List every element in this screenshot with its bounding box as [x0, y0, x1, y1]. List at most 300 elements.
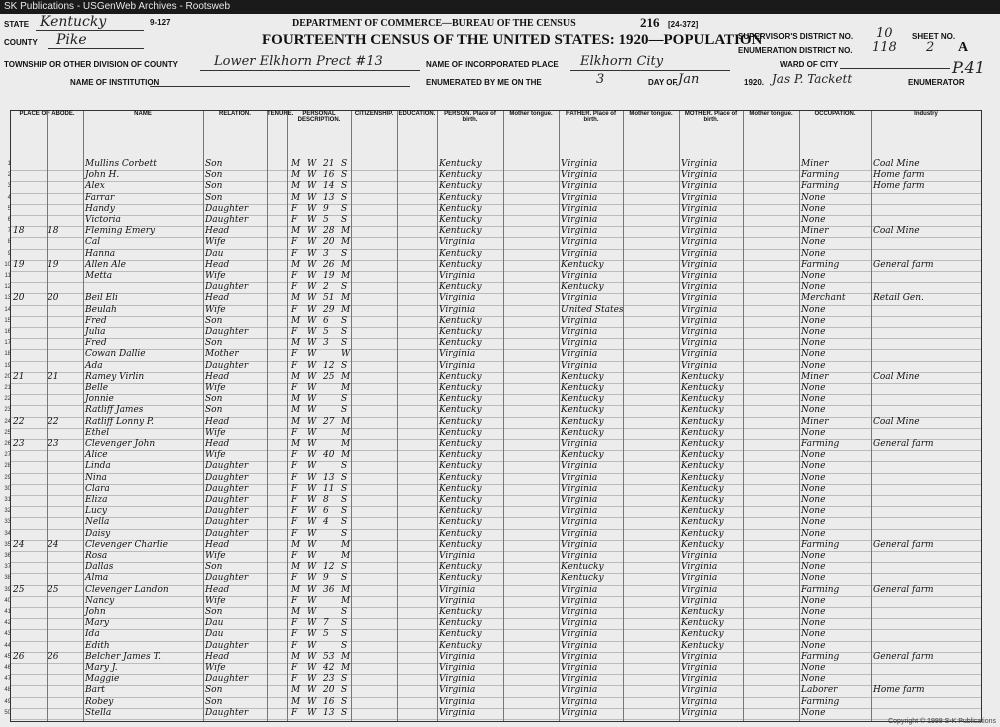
cell-age [323, 550, 339, 562]
line-number: 39 [4, 586, 11, 593]
cell-name: Ada [85, 360, 103, 371]
cell-occ: None [801, 405, 826, 416]
cell-fam: 26 [47, 651, 59, 662]
cell-race: W [307, 405, 317, 416]
cell-dw [13, 337, 45, 349]
cell-dw [13, 516, 45, 528]
cell-rel: Daughter [205, 674, 249, 685]
cell-race: W [307, 371, 317, 382]
cell-rel: Head [205, 293, 230, 304]
cell-name: Ramey Virlin [85, 371, 145, 382]
cell-name: Nella [85, 517, 110, 528]
cell-dw [13, 382, 45, 394]
cell-fbp: Virginia [561, 215, 598, 225]
line-number: 45 [4, 653, 11, 660]
line-number: 33 [4, 519, 11, 526]
cell-bp: Kentucky [439, 439, 482, 449]
cell-race: W [307, 315, 317, 326]
cell-age [323, 427, 339, 439]
cell-race: W [307, 259, 317, 270]
cell-fam [47, 404, 79, 416]
cell-occ: None [801, 315, 826, 326]
cell-ms: M [341, 226, 351, 237]
cell-age: 42 [323, 663, 335, 673]
cell-ind: General farm [873, 259, 934, 270]
cell-fam [47, 673, 79, 685]
cell-fam [47, 304, 79, 316]
cell-ind [873, 214, 981, 226]
cell-name: Alex [85, 181, 105, 192]
cell-ms: M [341, 539, 351, 550]
cell-ms: S [341, 215, 348, 225]
cell-age: 6 [323, 315, 329, 326]
line-number: 1 [7, 161, 11, 167]
cell-name: Linda [85, 461, 111, 472]
cell-dw [13, 595, 45, 607]
cell-ind [873, 472, 981, 484]
col-father-tongue: Mother tongue. [623, 111, 680, 157]
cell-fbp: Virginia [561, 539, 598, 550]
cell-ms: S [341, 517, 348, 528]
cell-mbp: Kentucky [681, 495, 724, 505]
cell-name: Jonnie [85, 394, 114, 405]
line-number: 44 [4, 642, 11, 649]
line-number: 23 [4, 407, 11, 414]
cell-occ: Farming [801, 696, 840, 707]
cell-fbp: Virginia [561, 349, 598, 360]
cell-sex: F [291, 495, 298, 505]
cell-occ: None [801, 427, 826, 438]
cell-race: W [307, 450, 317, 461]
cell-age: 16 [323, 170, 335, 181]
col-place-of-abode: PLACE OF ABODE. [11, 111, 84, 157]
cell-dw [13, 348, 45, 360]
cell-occ: Farming [801, 539, 840, 550]
cell-ms: M [341, 293, 351, 304]
cell-dw [13, 528, 45, 540]
cell-occ: None [801, 707, 826, 718]
cell-name: Cal [85, 237, 101, 248]
cell-rel: Daughter [205, 640, 249, 651]
cell-sex: F [291, 427, 298, 438]
cell-rel: Wife [205, 551, 226, 561]
cell-occ: None [801, 472, 826, 483]
cell-age: 25 [323, 371, 335, 382]
cell-age: 20 [323, 685, 335, 696]
column-divider [203, 111, 204, 721]
cell-age: 40 [323, 450, 335, 461]
cell-ind [873, 449, 981, 461]
cell-mbp: Kentucky [681, 640, 724, 651]
cell-race: W [307, 528, 317, 539]
col-occupation: OCCUPATION. [799, 111, 872, 157]
corner-note: P.41 [952, 58, 985, 77]
cell-ms: M [341, 371, 351, 382]
cell-sex: F [291, 383, 298, 393]
cell-fam [47, 707, 79, 719]
cell-rel: Daughter [205, 517, 249, 528]
cell-rel: Son [205, 696, 223, 707]
cell-race: W [307, 573, 317, 584]
cell-mbp: Kentucky [681, 394, 724, 405]
cell-dw [13, 248, 45, 260]
cell-race: W [307, 271, 317, 281]
cell-mbp: Virginia [681, 573, 718, 584]
cell-ms: S [341, 405, 348, 416]
cell-sex: M [291, 405, 301, 416]
cell-name: Fleming Emery [85, 226, 156, 237]
cell-fam [47, 180, 79, 192]
cell-fam: 21 [47, 371, 59, 382]
cell-age [323, 460, 339, 472]
cell-sex: F [291, 506, 298, 517]
column-divider [871, 111, 872, 721]
cell-name: Lucy [85, 506, 107, 517]
cell-ind: General farm [873, 539, 934, 550]
cell-fam: 18 [47, 226, 59, 237]
cell-sex: F [291, 304, 298, 315]
cell-mbp: Kentucky [681, 383, 724, 393]
cell-dw [13, 505, 45, 517]
cell-name: Belcher James T. [85, 651, 161, 662]
cell-fam [47, 472, 79, 484]
cell-mbp: Kentucky [681, 506, 724, 517]
cell-ms: S [341, 506, 348, 517]
cell-race: W [307, 192, 317, 203]
cell-race: W [307, 472, 317, 483]
cell-race: W [307, 360, 317, 371]
cell-occ: Farming [801, 170, 840, 181]
cell-sex: F [291, 360, 298, 371]
line-number: 16 [4, 329, 11, 335]
cell-fam [47, 315, 79, 327]
cell-rel: Son [205, 159, 223, 169]
cell-ind [873, 360, 981, 372]
cell-fbp: Virginia [561, 607, 598, 617]
cell-fbp: Virginia [561, 338, 598, 349]
cell-occ: None [801, 192, 826, 203]
cell-sex: F [291, 282, 298, 293]
cell-occ: None [801, 349, 826, 360]
cell-fam [47, 270, 79, 282]
cell-fam [47, 684, 79, 696]
cell-sex: M [291, 259, 301, 270]
line-number: 20 [4, 373, 11, 380]
department-heading: DEPARTMENT OF COMMERCE—BUREAU OF THE CENSUS [292, 18, 576, 29]
cell-rel: Daughter [205, 506, 249, 517]
enumerated-label: ENUMERATED BY ME ON THE [426, 78, 542, 87]
state-value: Kentucky [40, 14, 107, 30]
cell-occ: None [801, 203, 826, 214]
cell-sex: M [291, 338, 301, 349]
cell-fbp: Virginia [561, 439, 598, 449]
cell-bp: Kentucky [439, 315, 482, 326]
line-number: 41 [4, 609, 11, 615]
cell-ms: S [341, 170, 348, 181]
cell-ind [873, 494, 981, 506]
cell-fbp: Virginia [561, 226, 598, 237]
line-number: 14 [4, 306, 11, 313]
column-divider [83, 111, 84, 721]
census-title: FOURTEENTH CENSUS OF THE UNITED STATES: 1920—POPULATION [262, 32, 763, 48]
cell-rel: Dau [205, 618, 224, 629]
cell-fbp: Virginia [561, 495, 598, 505]
cell-fbp: Virginia [561, 170, 598, 181]
cell-age [323, 595, 339, 607]
cell-fbp: Kentucky [561, 427, 604, 438]
cell-fam [47, 236, 79, 248]
cell-occ: None [801, 629, 826, 640]
cell-bp: Kentucky [439, 203, 482, 214]
cell-name: Ratliff James [85, 405, 144, 416]
cell-race: W [307, 159, 317, 169]
cell-occ: None [801, 237, 826, 248]
cell-sex: F [291, 663, 298, 673]
cell-rel: Head [205, 416, 230, 427]
cell-dw [13, 270, 45, 282]
cell-ind [873, 483, 981, 495]
cell-name: Metta [85, 271, 113, 281]
cell-occ: None [801, 461, 826, 472]
cell-mbp: Virginia [681, 181, 718, 192]
cell-ind [873, 393, 981, 405]
cell-mbp: Virginia [681, 215, 718, 225]
cell-dw: 23 [13, 439, 25, 449]
cell-occ: None [801, 248, 826, 259]
cell-fbp: Virginia [561, 707, 598, 718]
cell-ind [873, 561, 981, 573]
cell-age: 51 [323, 293, 335, 304]
cell-occ: None [801, 338, 826, 349]
col-education: EDUCATION. [397, 111, 438, 157]
source-banner: SK Publications - USGenWeb Archives - Rootsweb [0, 0, 1000, 14]
cell-rel: Wife [205, 450, 226, 461]
cell-age: 5 [323, 215, 329, 225]
cell-mbp: Virginia [681, 349, 718, 360]
cell-bp: Virginia [439, 651, 476, 662]
cell-sex: F [291, 528, 298, 539]
cell-dw [13, 561, 45, 573]
cell-mbp: Kentucky [681, 450, 724, 461]
cell-race: W [307, 707, 317, 718]
cell-ms: S [341, 192, 348, 203]
cell-age: 28 [323, 226, 335, 237]
cell-ms: S [341, 203, 348, 214]
cell-age [323, 528, 339, 540]
cell-age: 53 [323, 651, 335, 662]
cell-name: Beulah [85, 304, 117, 315]
cell-fam [47, 337, 79, 349]
cell-fbp: Virginia [561, 315, 598, 326]
cell-sex: F [291, 674, 298, 685]
cell-fbp: Kentucky [561, 562, 604, 573]
enumerated-day: 3 [596, 72, 605, 87]
cell-fbp: Virginia [561, 472, 598, 483]
column-divider [437, 111, 438, 721]
cell-mbp: Virginia [681, 248, 718, 259]
cell-bp: Kentucky [439, 192, 482, 203]
cell-rel: Head [205, 259, 230, 270]
cell-age: 21 [323, 159, 335, 169]
cell-fbp: Kentucky [561, 405, 604, 416]
cell-ind: Coal Mine [873, 159, 920, 169]
cell-race: W [307, 607, 317, 617]
cell-sex: F [291, 551, 298, 561]
cell-mbp: Kentucky [681, 461, 724, 472]
cell-mbp: Kentucky [681, 607, 724, 617]
cell-rel: Wife [205, 304, 226, 315]
cell-mbp: Kentucky [681, 427, 724, 438]
line-number: 11 [4, 273, 11, 279]
form-number: 9-127 [150, 18, 171, 27]
cell-ind [873, 304, 981, 316]
cell-race: W [307, 203, 317, 214]
cell-ind [873, 572, 981, 584]
cell-rel: Wife [205, 383, 226, 393]
cell-bp: Kentucky [439, 181, 482, 192]
cell-race: W [307, 248, 317, 259]
cell-sex: F [291, 327, 298, 337]
cell-race: W [307, 170, 317, 181]
cell-ms: S [341, 461, 348, 472]
cell-occ: Miner [801, 416, 829, 427]
line-number: 22 [4, 396, 11, 403]
cell-bp: Virginia [439, 551, 476, 561]
cell-age: 13 [323, 192, 335, 203]
cell-race: W [307, 383, 317, 393]
cell-fam [47, 360, 79, 372]
cell-ind [873, 192, 981, 204]
cell-dw [13, 628, 45, 640]
line-number: 4 [7, 194, 11, 201]
sheet-label: SHEET NO. [912, 32, 956, 41]
cell-fam [47, 281, 79, 293]
cell-fbp: Virginia [561, 248, 598, 259]
table-row [4, 707, 981, 720]
cell-age [323, 393, 339, 405]
cell-ind [873, 270, 981, 282]
cell-race: W [307, 349, 317, 360]
cell-occ: Laborer [801, 685, 838, 696]
cell-race: W [307, 584, 317, 595]
cell-dw [13, 673, 45, 685]
cell-race: W [307, 483, 317, 494]
cell-sex: F [291, 483, 298, 494]
cell-fam [47, 449, 79, 461]
cell-ind [873, 382, 981, 394]
cell-dw: 22 [13, 416, 25, 427]
cell-dw [13, 214, 45, 226]
cell-name: Clevenger Charlie [85, 539, 168, 550]
cell-dw [13, 684, 45, 696]
cell-ms: M [341, 439, 351, 449]
line-number: 47 [4, 676, 11, 683]
line-number: 9 [7, 250, 11, 257]
cell-rel: Son [205, 170, 223, 181]
cell-name: Eliza [85, 495, 108, 505]
line-number: 5 [7, 205, 11, 212]
cell-occ: Farming [801, 181, 840, 192]
cell-ind: Home farm [873, 181, 925, 192]
cell-sex: M [291, 315, 301, 326]
cell-sex: F [291, 640, 298, 651]
cell-mbp: Kentucky [681, 528, 724, 539]
cell-sex: M [291, 685, 301, 696]
column-divider [267, 111, 268, 721]
cell-rel: Son [205, 405, 223, 416]
cell-mbp: Kentucky [681, 539, 724, 550]
cell-name: Handy [85, 203, 115, 214]
cell-sex: F [291, 203, 298, 214]
cell-fam [47, 528, 79, 540]
cell-dw [13, 472, 45, 484]
cell-dw: 26 [13, 651, 25, 662]
cell-name: Beil Eli [85, 293, 118, 304]
cell-mbp: Kentucky [681, 405, 724, 416]
cell-bp: Virginia [439, 349, 476, 360]
cell-bp: Kentucky [439, 607, 482, 617]
cell-fam: 23 [47, 439, 59, 449]
cell-ms: M [341, 584, 351, 595]
col-mother-tongue: Mother tongue. [743, 111, 800, 157]
cell-age: 5 [323, 327, 329, 337]
cell-dw [13, 158, 45, 170]
cell-bp: Kentucky [439, 416, 482, 427]
cell-fam [47, 348, 79, 360]
col-tenure: TENURE. [267, 111, 288, 157]
cell-sex: F [291, 461, 298, 472]
cell-bp: Kentucky [439, 472, 482, 483]
cell-age: 11 [323, 483, 335, 494]
cell-fbp: Virginia [561, 327, 598, 337]
cell-bp: Kentucky [439, 383, 482, 393]
line-number: 24 [4, 418, 11, 425]
cell-fbp: Virginia [561, 651, 598, 662]
cell-fbp: Kentucky [561, 450, 604, 461]
cell-occ: None [801, 327, 826, 337]
cell-bp: Virginia [439, 237, 476, 248]
cell-ms: S [341, 248, 348, 259]
cell-name: Mullins Corbett [85, 159, 157, 169]
cell-occ: None [801, 528, 826, 539]
cell-bp: Kentucky [439, 461, 482, 472]
cell-name: Rosa [85, 551, 108, 561]
cell-sex: M [291, 539, 301, 550]
cell-fbp: Virginia [561, 181, 598, 192]
cell-race: W [307, 562, 317, 573]
line-number: 40 [4, 597, 11, 604]
cell-mbp: Virginia [681, 237, 718, 248]
cell-fam [47, 326, 79, 338]
column-divider [47, 111, 48, 721]
cell-ind [873, 628, 981, 640]
column-divider [623, 111, 624, 721]
column-divider [743, 111, 744, 721]
cell-race: W [307, 181, 317, 192]
cell-rel: Son [205, 562, 223, 573]
cell-occ: None [801, 383, 826, 393]
cell-fbp: Virginia [561, 696, 598, 707]
cell-mbp: Kentucky [681, 439, 724, 449]
line-number: 3 [7, 183, 11, 190]
cell-sex: M [291, 170, 301, 181]
cell-fbp: Kentucky [561, 394, 604, 405]
cell-age [323, 438, 339, 450]
line-number: 42 [4, 620, 11, 627]
cell-fbp: Virginia [561, 640, 598, 651]
cell-ms: S [341, 640, 348, 651]
cell-ms: M [341, 663, 351, 673]
